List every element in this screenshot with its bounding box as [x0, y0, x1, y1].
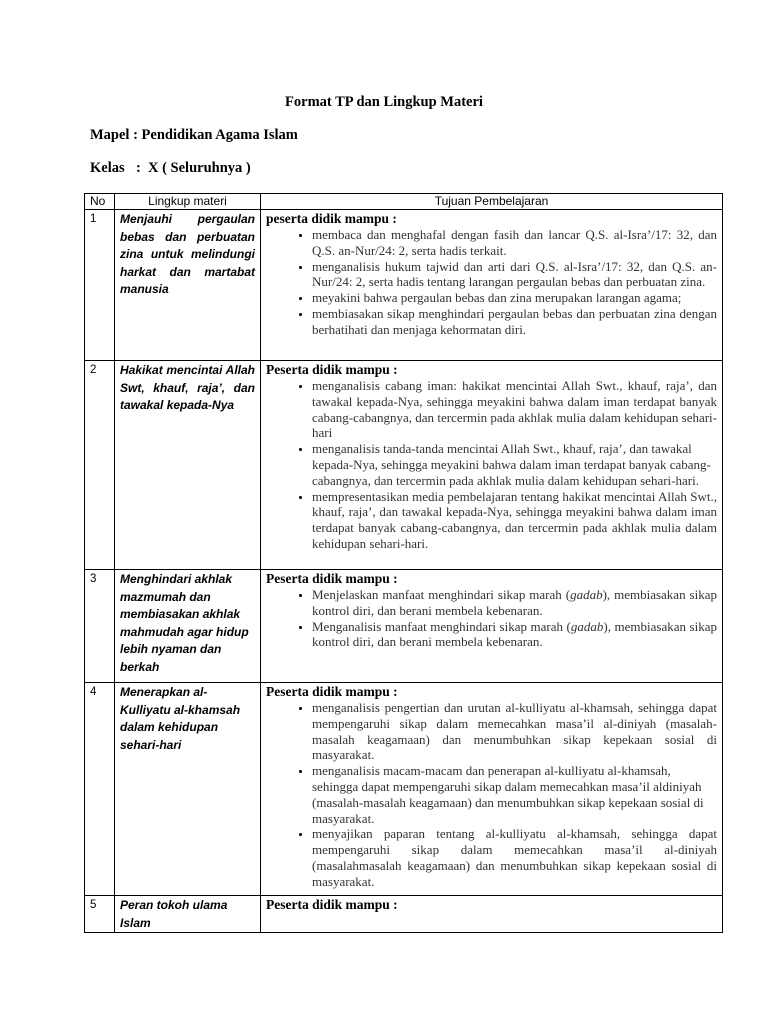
scope-cell: Menghindari akhlak mazmumah dan membiasakan akhlak mahmudah agar hidup lebih nyaman dan berkah	[115, 570, 261, 683]
objective-item: • meyakini bahwa pergaulan bebas dan zina merupakan larangan agama;	[312, 290, 717, 306]
objective-lead: peserta didik mampu :	[266, 211, 397, 226]
objective-item: • menganalisis macam-macam dan penerapan al-kulliyatu al-khamsah, sehingga dapat mempengaruhi sikap dalam memecahkan masa’il aldiniyah (masalah-masalah keagamaan) dan menumbuhkan sikap kepekaan sosial di masyarakat.	[312, 763, 717, 826]
document-title: Format TP dan Lingkup Materi	[285, 94, 483, 110]
row-number: 2	[85, 361, 115, 570]
row-number: 3	[85, 570, 115, 683]
objective-lead: Peserta didik mampu :	[266, 571, 398, 586]
scope-cell: Hakikat mencintai Allah Swt, khauf, raja’, dan tawakal kepada-Nya	[115, 361, 261, 570]
objective-lead: Peserta didik mampu :	[266, 897, 398, 912]
scope-cell: Menerapkan al-Kulliyatu al-khamsah dalam kehidupan sehari-hari	[115, 683, 261, 896]
table-row	[85, 210, 723, 361]
objective-item: • menganalisis hukum tajwid dan arti dari Q.S. al-Isra’/17: 32, dan Q.S. an-Nur/24: 2, serta hadis tentang larangan pergaulan bebas dan perbuatan zina.	[312, 259, 717, 291]
scope-cell: Peran tokoh ulama Islam	[115, 896, 261, 933]
class-value: X ( Seluruhnya )	[148, 160, 251, 176]
objective-item: • Menjelaskan manfaat menghindari sikap marah (gadab), membiasakan sikap kontrol diri, dan berani membela kebenaran.	[312, 587, 717, 619]
header-tujuan: Tujuan Pembelajaran	[261, 194, 723, 210]
objective-list	[266, 378, 717, 552]
table-row	[85, 361, 723, 570]
objective-cell	[261, 361, 723, 570]
header-no: No	[85, 194, 115, 210]
objective-cell	[261, 210, 723, 361]
italic-term: gadab	[570, 587, 603, 602]
class-line	[90, 160, 251, 177]
header-materi: Lingkup materi	[115, 194, 261, 210]
objective-list	[266, 227, 717, 338]
row-number: 1	[85, 210, 115, 361]
objective-item: • menganalisis cabang iman: hakikat mencintai Allah Swt., khauf, raja’, dan tawakal kepada-Nya, sehingga meyakini bahwa dalam iman terdapat banyak cabang-cabangnya, dan tercermin pada akhlak mulia dalam kehidupan sehari-hari	[312, 378, 717, 441]
row-number: 4	[85, 683, 115, 896]
objective-item: • menganalisis pengertian dan urutan al-kulliyatu al-khamsah, sehingga dapat mempengaruhi sikap dalam memecahkan masa’il al-diniyah (masalah-masalah keagamaan) dan menumbuhkan sikap kepekaan sosial di masyarakat.	[312, 700, 717, 763]
tp-table	[84, 193, 723, 933]
objective-list	[266, 587, 717, 650]
objective-list	[266, 700, 717, 890]
objective-item: • membaca dan menghafal dengan fasih dan lancar Q.S. al-Isra’/17: 32, dan Q.S. an-Nur/24: 2, serta hadis terkait.	[312, 227, 717, 259]
class-colon: :	[136, 160, 141, 176]
table-row	[85, 896, 723, 933]
row-number: 5	[85, 896, 115, 933]
objective-cell	[261, 570, 723, 683]
objective-cell	[261, 683, 723, 896]
objective-lead: Peserta didik mampu :	[266, 684, 398, 699]
objective-item: • menyajikan paparan tentang al-kulliyatu al-khamsah, sehingga dapat mempengaruhi sikap dalam memecahkan masa’il al-diniyah (masalahmasalah keagamaan) dan menumbuhkan sikap kepekaan sosial di masyarakat.	[312, 826, 717, 889]
objective-item: • mempresentasikan media pembelajaran tentang hakikat mencintai Allah Swt., khauf, raja’, dan tawakal kepada-Nya, sehingga meyakini bahwa dalam iman terdapat banyak cabang-cabangnya, dan tercermin pada akhlak mulia dalam kehidupan sehari-hari.	[312, 489, 717, 552]
objective-item: • membiasakan sikap menghindari pergaulan bebas dan perbuatan zina dengan berhatihati dan menjaga kehormatan diri.	[312, 306, 717, 338]
scope-cell: Menjauhi pergaulan bebas dan perbuatan zina untuk melindungi harkat dan martabat manusia	[115, 210, 261, 361]
table-row	[85, 570, 723, 683]
subject-line: Mapel : Pendidikan Agama Islam	[90, 127, 298, 143]
objective-lead: Peserta didik mampu :	[266, 362, 398, 377]
italic-term: gadab	[570, 618, 604, 634]
objective-cell	[261, 896, 723, 933]
table-row	[85, 683, 723, 896]
table-header-row	[85, 194, 723, 210]
objective-item: • Menganalisis manfaat menghindari sikap marah (gadab), membiasakan sikap kontrol diri, dan berani membela kebenaran.	[312, 619, 717, 651]
class-label: Kelas	[90, 160, 125, 176]
objective-item: • menganalisis tanda-tanda mencintai Allah Swt., khauf, raja’, dan tawakal kepada-Nya, sehingga meyakini bahwa dalam iman terdapat banyak cabang-cabangnya, dan tercermin pada akhlak mulia dalam kehidupan sehari-hari.	[312, 441, 717, 488]
